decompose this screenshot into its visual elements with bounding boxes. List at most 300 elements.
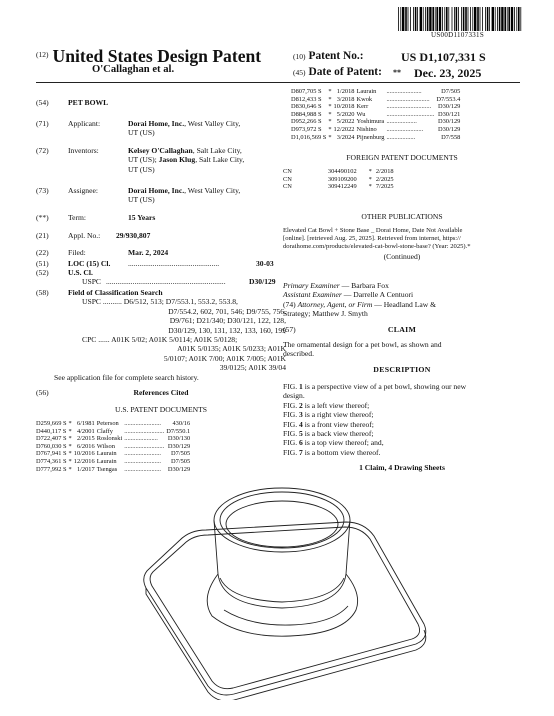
reference-cell: Peterson [96, 420, 119, 427]
reference-cell: Laurain [96, 457, 117, 465]
reference-cell: * [68, 420, 72, 427]
applicant-location: , West Valley City, [184, 119, 241, 128]
reference-cell: * [328, 125, 332, 133]
barcode-bar [432, 7, 434, 31]
reference-cell: D30/129 [437, 103, 461, 111]
classification-line: 5/0107; A01K 7/00; A01K 7/005; A01K [163, 353, 286, 363]
reference-cell: D7/505 [441, 88, 461, 95]
fig-prefix: FIG. [283, 400, 300, 410]
header-rule [36, 82, 520, 83]
reference-cell: D30/121 [437, 110, 461, 118]
reference-cell: 7/2025 [375, 183, 394, 191]
claim-heading: CLAIM [387, 325, 417, 334]
reference-row [291, 126, 462, 134]
assignee-country: UT (US) [128, 195, 155, 205]
reference-cell: D440,117 S [36, 427, 67, 435]
fig-prefix: FIG. [283, 419, 300, 429]
reference-cell: ....................... [386, 125, 424, 133]
reference-row [36, 435, 192, 443]
reference-cell: 12/2022 [333, 125, 355, 133]
barcode-bar [495, 7, 496, 31]
barcode-bar [497, 7, 498, 31]
fig-number: 4 [299, 419, 303, 429]
reference-cell: ......................... [124, 427, 165, 435]
reference-cell: Yoshimura [356, 118, 385, 126]
fig-text: is a perspective view of a pet bowl, showing our new [302, 382, 467, 391]
reference-cell: Kwok [356, 95, 373, 103]
reference-cell: D952,266 S [291, 118, 322, 126]
barcode-bar [492, 7, 494, 31]
classification-line: D7/554.2, 602, 701, 546; D9/755, 756, [168, 306, 286, 316]
publication-line: doraihome.com/products/elevated-cat-bowl-stone-base? (Year: 2025).* [283, 243, 471, 251]
field-code: (52) [36, 268, 49, 277]
classification-line: D9/761; D21/340; D30/121, 122, 128, [169, 316, 286, 326]
fig-number: 1 [299, 382, 303, 391]
reference-cell: 4/2001 [76, 427, 95, 435]
field-code: (73) [36, 186, 49, 195]
reference-row [291, 96, 462, 104]
assignee-location: , West Valley City, [184, 186, 241, 195]
reference-cell: Laurain [356, 88, 377, 95]
reference-row [291, 118, 462, 126]
barcode-bar [487, 7, 489, 31]
barcode-bar [410, 7, 411, 31]
barcode-bar [420, 7, 422, 31]
other-publications [283, 227, 523, 252]
fig-prefix: design. [283, 391, 305, 401]
reference-cell: 309109200 [327, 175, 357, 183]
reference-cell: ..................... [124, 435, 158, 443]
reference-cell: 1/2017 [76, 465, 95, 473]
barcode-bar [415, 7, 417, 31]
uscl-field [36, 268, 286, 288]
barcode-bar [501, 7, 503, 31]
classification-line: CPC ...... A01K 5/02; A01K 5/0114; A01K 5/0128; [82, 335, 238, 345]
assistant-examiner-name: — Darrelle A Centuori [341, 290, 414, 300]
barcode-bar [468, 7, 469, 31]
reference-cell: * [368, 183, 372, 191]
barcode-bar [489, 7, 490, 31]
filed-value: Mar. 2, 2024 [128, 248, 169, 257]
reference-cell: 2/2015 [76, 435, 95, 443]
barcode-bar [516, 7, 517, 31]
barcode-bar [402, 7, 404, 31]
reference-cell: D30/129 [167, 442, 191, 450]
barcode-bar [480, 7, 481, 31]
reference-cell: Kerr [356, 103, 369, 111]
reference-cell: 1/2018 [336, 88, 355, 95]
uspc-label: USPC [82, 277, 101, 287]
foreign-reference-row [283, 176, 398, 184]
us-references-table-right [291, 88, 462, 141]
applicant-country: UT (US) [128, 128, 155, 138]
barcode-bar [439, 7, 441, 31]
reference-cell: 2/2025 [375, 175, 394, 183]
reference-cell: CN [283, 175, 292, 183]
reference-cell: * [328, 110, 332, 118]
barcode-bar [405, 7, 407, 31]
reference-cell: Wilson [96, 442, 115, 450]
figure-list [283, 382, 523, 457]
field-code: (58) [36, 288, 49, 297]
term-value: 15 Years [128, 213, 156, 222]
reference-cell: ......................... [124, 442, 165, 450]
reference-cell: D760,030 S [36, 442, 67, 450]
barcode-bar [429, 7, 431, 31]
reference-cell: D774,361 S [36, 457, 67, 465]
loc-value: 30-03 [256, 259, 274, 268]
reference-cell: 5/2020 [336, 110, 355, 118]
reference-row [36, 420, 192, 428]
fig-text: is a left view thereof; [302, 400, 370, 410]
reference-cell: 12/2016 [73, 457, 95, 465]
appl-label: Appl. No.: [68, 231, 101, 240]
attorney-name: — Headland Law & [372, 299, 436, 309]
reference-cell: ................... [386, 118, 417, 126]
claim-line: The ornamental design for a pet bowl, as shown and [283, 340, 442, 349]
reference-cell: * [328, 103, 332, 111]
filed-label: Filed: [68, 248, 86, 257]
bowl-rim-inner [220, 492, 344, 548]
reference-cell: D973,972 S [291, 125, 322, 133]
patent-type-title: United States Design Patent [52, 46, 262, 66]
uscl-label: U.S. Cl. [68, 268, 93, 277]
reference-cell: Roslonski [96, 435, 123, 443]
fig-text: is a front view thereof; [302, 419, 374, 429]
barcode-bar [400, 7, 401, 31]
reference-row [36, 458, 192, 466]
inventor-location: , Salt Lake City, [195, 155, 245, 165]
reference-cell: ....................... [124, 465, 162, 473]
barcode-bar [518, 7, 520, 31]
fig-text: is a top view thereof; and, [302, 438, 384, 448]
barcode-number: US00D1107331S [431, 31, 485, 39]
reference-cell: CN [283, 183, 292, 191]
reference-cell: .................. [386, 133, 416, 141]
barcode-bar [435, 7, 436, 31]
country-code: (12) [36, 50, 49, 59]
barcode-bar [465, 7, 467, 31]
barcode-bar [398, 7, 399, 31]
assignee-field [36, 186, 286, 206]
barcode-bar [446, 7, 448, 31]
figure-description [283, 391, 523, 400]
reference-cell: D30/129 [437, 118, 461, 126]
inventor-location: , Salt Lake City, [192, 146, 242, 155]
reference-cell: ....................... [124, 457, 162, 465]
attorney-name-cont: Strategy; Matthew J. Smyth [283, 309, 368, 319]
reference-cell: D812,433 S [291, 95, 322, 103]
classification-line: D30/129, 130, 131, 132, 133, 160, 199 [168, 325, 286, 335]
field-code: (74) [283, 299, 296, 309]
reference-row [291, 103, 462, 111]
field-code: (71) [36, 119, 49, 128]
bowl-flare [207, 574, 357, 636]
reference-cell: * [328, 118, 332, 126]
applicant-label: Applicant: [68, 119, 101, 128]
claim-text [283, 340, 523, 359]
fig-prefix: FIG. [283, 438, 300, 448]
reference-cell: * [368, 175, 372, 183]
figure-description [283, 420, 523, 429]
us-references-table-left [36, 420, 192, 473]
barcode-bar [461, 7, 462, 31]
fig-number: 2 [299, 400, 303, 410]
reference-cell: CN [283, 168, 292, 175]
fig-number: 6 [299, 438, 303, 448]
loc-label: LOC (15) Cl. [68, 259, 111, 268]
inventor-name: Kelsey O'Callaghan [128, 146, 193, 155]
claims-sheets-note: 1 Claim, 4 Drawing Sheets [359, 463, 445, 472]
reference-cell: D30/130 [167, 435, 191, 443]
uspc-value: D30/129 [249, 277, 276, 287]
barcode-bar [520, 7, 521, 31]
reference-cell: D30/129 [167, 465, 191, 473]
attorney-label: Attorney, Agent, or Firm [297, 299, 373, 309]
foreign-references-table [283, 168, 398, 191]
pet-bowl-drawing [140, 478, 430, 700]
reference-cell: D884,988 S [291, 110, 322, 118]
reference-cell: 10/2016 [73, 450, 95, 458]
reference-row [36, 428, 192, 436]
date-star: ** [393, 68, 401, 77]
barcode-bar [485, 7, 486, 31]
fig-number: 3 [299, 410, 303, 420]
date-code: (45) [293, 68, 306, 77]
fig-number: 5 [299, 429, 303, 439]
field-code: (54) [36, 98, 49, 107]
barcode-bar [427, 7, 429, 31]
leader-dots: ............................................................... [106, 277, 226, 287]
reference-cell: 3/2024 [336, 133, 355, 141]
barcode-bar [408, 7, 409, 31]
reference-row [36, 450, 192, 458]
inventors-field [36, 146, 286, 176]
reference-cell: D722,407 S [36, 435, 67, 443]
applicant-field [36, 119, 286, 139]
term-label: Term: [68, 213, 87, 222]
barcode-bar [470, 7, 471, 31]
reference-cell: D30/129 [437, 125, 461, 133]
fig-prefix: FIG. [283, 429, 300, 439]
figure-description [283, 410, 523, 419]
inventor-line: O'Callaghan et al. [92, 64, 175, 75]
reference-cell: * [368, 168, 372, 175]
figure-description [283, 448, 523, 457]
fig-text: is a right view thereof; [302, 410, 374, 420]
foreign-reference-row [283, 183, 398, 191]
design-title: PET BOWL [68, 98, 109, 107]
patent-no-code: (10) [293, 52, 306, 61]
reference-cell: 6/1981 [76, 420, 95, 427]
field-code: (22) [36, 248, 49, 257]
fig-text: is a back view thereof; [302, 429, 374, 439]
classification-list [82, 297, 286, 372]
reference-cell: ....................... [124, 420, 162, 427]
reference-cell: 3/2018 [336, 95, 355, 103]
fig-prefix: FIG. [283, 410, 300, 420]
primary-examiner-name: — Barbara Fox [339, 281, 389, 290]
reference-cell: Pijnenburg [356, 133, 385, 141]
reference-cell: D259,669 S [36, 420, 67, 427]
barcode-bar [423, 7, 424, 31]
barcode-bar [442, 7, 443, 31]
barcode-bar [425, 7, 426, 31]
reference-cell: * [68, 457, 72, 465]
field-code: (21) [36, 231, 49, 240]
barcode-bar [499, 7, 501, 31]
reference-cell: 430/16 [172, 420, 191, 427]
publication-line: [online]. [retrieved Aug. 25, 2025]. Retrieved from internet, https:// [283, 235, 461, 243]
barcode-bar [454, 7, 455, 31]
fig-number: 7 [299, 447, 303, 457]
search-history-note: See application file for complete search history. [54, 372, 199, 382]
reference-cell: D777,992 S [36, 465, 67, 473]
barcode [398, 7, 522, 31]
reference-cell: 304490102 [327, 168, 357, 175]
reference-cell: * [328, 88, 332, 95]
figure-description [283, 438, 523, 447]
classification-line: 39/0125; A01K 39/04 [219, 363, 286, 373]
reference-row [36, 443, 192, 451]
fig-prefix: FIG. [283, 447, 300, 457]
assistant-examiner-label: Assistant Examiner [283, 290, 342, 300]
reference-cell: * [328, 95, 332, 103]
date-value: Dec. 23, 2025 [414, 66, 482, 80]
date-label: Date of Patent: [308, 66, 382, 78]
inventor-country: UT (US) [128, 164, 155, 174]
leader-dots: ................................................ [128, 259, 220, 268]
inventor-country: UT (US); [128, 155, 159, 165]
reference-row [291, 134, 462, 142]
classification-line: USPC .......... D6/512, 513; D7/553.1, 553.2, 553.8, [82, 297, 238, 307]
base-plate-edge [146, 588, 426, 700]
barcode-bar [474, 7, 476, 31]
reference-cell: Tsengas [96, 465, 118, 473]
reference-cell: D7/505 [171, 457, 191, 465]
reference-cell: D7/550.1 [166, 427, 191, 435]
barcode-bar [514, 7, 515, 31]
reference-cell: D1,016,569 S [291, 133, 327, 141]
claim-line: described. [283, 349, 314, 359]
reference-cell: Nishino [356, 125, 377, 133]
reference-cell: * [68, 435, 72, 443]
reference-cell: ....................... [124, 450, 162, 458]
reference-cell: 6/2016 [76, 442, 95, 450]
reference-cell: ...................... [386, 88, 422, 95]
field-code: (72) [36, 146, 49, 155]
barcode-bar [463, 7, 465, 31]
description-heading: DESCRIPTION [373, 365, 431, 374]
assignee-name: Dorai Home, Inc. [128, 186, 185, 195]
bowl-rim-outer [214, 488, 350, 552]
classification-search [36, 288, 286, 382]
foreign-patents-heading: FOREIGN PATENT DOCUMENTS [346, 153, 458, 162]
field-search-label: Field of Classification Search [68, 288, 163, 297]
barcode-bar [452, 7, 453, 31]
reference-cell: 2/2018 [375, 168, 394, 175]
foreign-reference-row [283, 168, 398, 176]
date-line [293, 66, 482, 80]
barcode-bar [508, 7, 510, 31]
reference-cell: Laurain [96, 450, 117, 458]
assignee-label: Assignee: [68, 186, 98, 195]
reference-cell: * [68, 427, 72, 435]
barcode-bar [413, 7, 414, 31]
reference-cell: 309412249 [327, 183, 357, 191]
field-code: (56) [36, 388, 49, 397]
appl-value: 29/930,807 [116, 231, 151, 240]
barcode-bar [458, 7, 459, 31]
barcode-bar [436, 7, 438, 31]
reference-cell: 5/2022 [336, 118, 355, 126]
barcode-bar [456, 7, 458, 31]
bowl-collar [220, 578, 344, 602]
fig-text: is a bottom view thereof. [302, 447, 381, 457]
figure-description [283, 429, 523, 438]
reference-cell: Wu [356, 110, 366, 118]
field-code: (51) [36, 259, 49, 268]
patent-no-value: US D1,107,331 S [401, 50, 486, 64]
us-patents-heading: U.S. PATENT DOCUMENTS [115, 405, 207, 414]
reference-cell: * [68, 465, 72, 473]
primary-examiner-label: Primary Examiner [283, 281, 340, 290]
barcode-bar [448, 7, 449, 31]
fig-prefix: FIG. [283, 382, 300, 391]
reference-cell: 10/2018 [333, 103, 355, 111]
reference-cell: * [328, 133, 332, 141]
patent-number-line [293, 50, 486, 64]
reference-cell: ............................ [386, 103, 432, 111]
bowl-inner-wall [226, 501, 338, 547]
barcode-bar [472, 7, 473, 31]
field-code: (57) [283, 325, 296, 334]
inventor-name: Jason Klug [158, 155, 196, 165]
barcode-bar [482, 7, 483, 31]
classification-line: A01K 5/0135; A01K 5/0233; A01K [177, 344, 286, 354]
inventors-label: Inventors: [68, 146, 99, 155]
barcode-bar [477, 7, 479, 31]
barcode-bar [417, 7, 418, 31]
reference-cell: D807,705 S [291, 88, 322, 95]
reference-cell: .............................. [386, 110, 435, 118]
reference-row [291, 111, 462, 119]
barcode-bar [504, 7, 506, 31]
bowl-flare-inner [224, 606, 348, 625]
barcode-bar [511, 7, 513, 31]
reference-cell: Claffy [96, 427, 113, 435]
publication-line: Elevated Cat Bowl + Stone Base _ Dorai Home, Date Not Available [283, 227, 463, 234]
barcode-bar [444, 7, 445, 31]
reference-cell: ........................... [386, 95, 430, 103]
field-code: (**) [36, 213, 49, 222]
figure-description [283, 382, 523, 391]
reference-cell: D767,941 S [36, 450, 67, 458]
references-heading: References Cited [133, 388, 189, 397]
reference-cell: D7/553.4 [436, 95, 461, 103]
reference-cell: D7/505 [171, 450, 191, 458]
patent-no-label: Patent No.: [308, 50, 364, 62]
reference-row [291, 88, 462, 96]
reference-cell: * [68, 450, 72, 458]
examiners [283, 281, 523, 319]
reference-cell: * [68, 442, 72, 450]
other-publications-heading: OTHER PUBLICATIONS [361, 212, 443, 221]
reference-row [36, 466, 192, 474]
reference-cell: D7/558 [441, 133, 461, 141]
figure-description [283, 401, 523, 410]
applicant-name: Dorai Home, Inc. [128, 119, 185, 128]
